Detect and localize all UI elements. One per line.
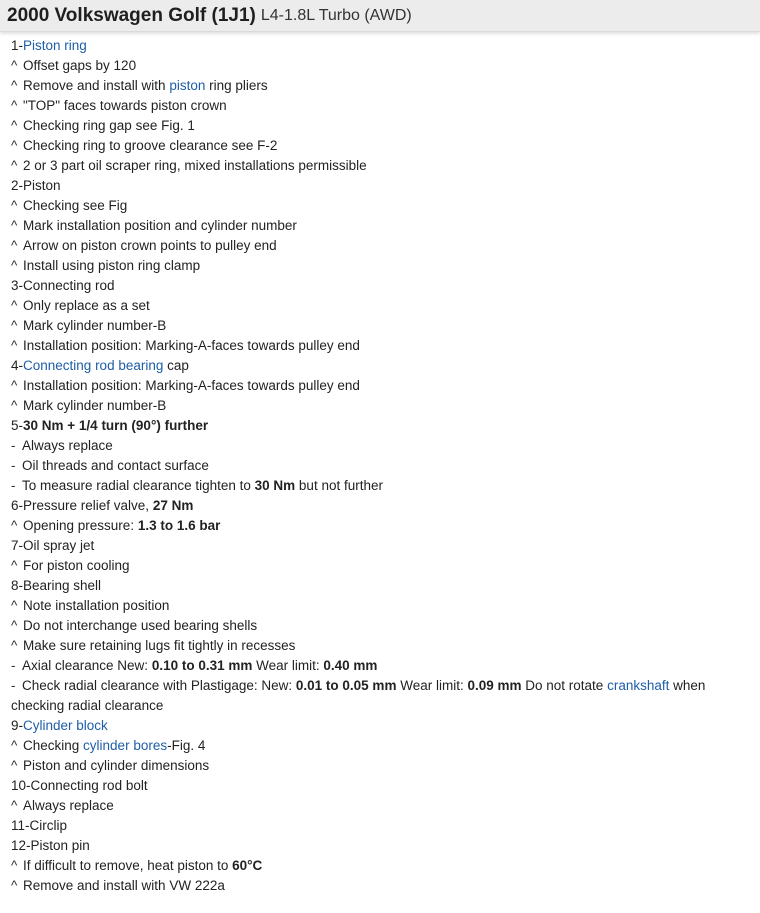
text-segment: ring pliers [205, 78, 268, 93]
procedure-note [7, 676, 756, 716]
text-segment: Axial clearance New: [22, 658, 152, 673]
caret-marker-icon: ^ [11, 798, 18, 813]
procedure-note [7, 876, 760, 896]
caret-marker-icon: ^ [11, 138, 18, 153]
dash-marker-icon: - [11, 658, 16, 673]
procedure-note [7, 116, 760, 136]
text-segment: 1- [11, 38, 24, 53]
procedure-note [7, 476, 760, 496]
text-segment: 7-Oil spray jet [11, 538, 95, 553]
reference-link[interactable]: Piston ring [23, 38, 87, 53]
text-segment: 12-Piston pin [11, 838, 90, 853]
spec-value: 60°C [232, 858, 263, 873]
component-item [7, 836, 760, 856]
procedure-note [7, 156, 760, 176]
text-segment: Always replace [23, 798, 114, 813]
spec-value: 30 Nm + 1/4 turn (90°) further [23, 418, 209, 433]
text-segment: 5- [11, 418, 24, 433]
text-segment: Checking ring to groove clearance see F-2 [23, 138, 278, 153]
text-segment: To measure radial clearance tighten to [22, 478, 255, 493]
reference-link[interactable]: Connecting rod bearing [23, 358, 164, 373]
procedure-note [7, 256, 760, 276]
caret-marker-icon: ^ [11, 298, 18, 313]
caret-marker-icon: ^ [11, 158, 18, 173]
component-item [7, 356, 760, 376]
spec-value: 0.09 mm [467, 678, 522, 693]
component-item [7, 276, 760, 296]
text-segment: If difficult to remove, heat piston to [23, 858, 233, 873]
vehicle-title: 2000 Volkswagen Golf (1J1) [7, 4, 256, 26]
text-segment: Note installation position [23, 598, 170, 613]
procedure-note [7, 236, 760, 256]
text-segment: 11-Circlip [11, 818, 68, 833]
dash-marker-icon: - [11, 458, 16, 473]
text-segment: 10-Connecting rod bolt [11, 778, 148, 793]
procedure-note [7, 196, 760, 216]
caret-marker-icon: ^ [11, 378, 18, 393]
text-segment: 2 or 3 part oil scraper ring, mixed installations permissible [23, 158, 367, 173]
caret-marker-icon: ^ [11, 758, 18, 773]
caret-marker-icon: ^ [11, 58, 18, 73]
text-segment: Piston and cylinder dimensions [23, 758, 210, 773]
text-segment: Mark cylinder number-B [23, 398, 167, 413]
text-segment: Installation position: Marking-A-faces towards pulley end [23, 378, 360, 393]
component-item [7, 816, 760, 836]
text-segment: Mark installation position and cylinder number [23, 218, 297, 233]
procedure-note [7, 616, 760, 636]
procedure-note [7, 596, 760, 616]
procedure-content [0, 32, 760, 896]
spec-value: 27 Nm [152, 498, 194, 513]
procedure-note [7, 516, 760, 536]
procedure-note [7, 656, 760, 676]
text-segment: 8-Bearing shell [11, 578, 102, 593]
procedure-note [7, 76, 760, 96]
component-item [7, 416, 760, 436]
procedure-note [7, 396, 760, 416]
procedure-note [7, 336, 760, 356]
text-segment: Checking see Fig [23, 198, 128, 213]
text-segment: Wear limit: [396, 678, 468, 693]
procedure-note [7, 456, 760, 476]
reference-link[interactable]: piston [169, 78, 206, 93]
procedure-note [7, 136, 760, 156]
spec-value: 0.01 to 0.05 mm [295, 678, 397, 693]
caret-marker-icon: ^ [11, 218, 18, 233]
component-item [7, 776, 760, 796]
component-item [7, 36, 760, 56]
text-segment: Make sure retaining lugs fit tightly in recesses [23, 638, 296, 653]
text-segment: Checking [23, 738, 84, 753]
caret-marker-icon: ^ [11, 258, 18, 273]
text-segment: Arrow on piston crown points to pulley end [23, 238, 277, 253]
engine-subtitle: L4-1.8L Turbo (AWD) [260, 6, 412, 24]
caret-marker-icon: ^ [11, 398, 18, 413]
component-item [7, 496, 760, 516]
text-segment: Mark cylinder number-B [23, 318, 167, 333]
text-segment: Remove and install with [23, 78, 170, 93]
procedure-note [7, 296, 760, 316]
reference-link[interactable]: cylinder bores [83, 738, 168, 753]
text-segment: but not further [295, 478, 383, 493]
text-segment: Checking ring gap see Fig. 1 [23, 118, 195, 133]
text-segment: 6-Pressure relief valve, [11, 498, 153, 513]
caret-marker-icon: ^ [11, 858, 18, 873]
component-item [7, 576, 760, 596]
text-segment: 2-Piston [11, 178, 61, 193]
text-segment: 3-Connecting rod [11, 278, 115, 293]
caret-marker-icon: ^ [11, 878, 18, 893]
text-segment: Always replace [22, 438, 113, 453]
procedure-note [7, 796, 760, 816]
procedure-note [7, 316, 760, 336]
text-segment: For piston cooling [23, 558, 130, 573]
caret-marker-icon: ^ [11, 98, 18, 113]
caret-marker-icon: ^ [11, 618, 18, 633]
spec-value: 30 Nm [254, 478, 296, 493]
procedure-note [7, 96, 760, 116]
page-header [0, 0, 760, 32]
text-segment: Do not interchange used bearing shells [23, 618, 258, 633]
reference-link[interactable]: Cylinder block [23, 718, 108, 733]
text-segment: 4- [11, 358, 24, 373]
caret-marker-icon: ^ [11, 118, 18, 133]
procedure-note [7, 216, 760, 236]
procedure-note [7, 636, 760, 656]
text-segment: "TOP" faces towards piston crown [23, 98, 227, 113]
text-segment: Install using piston ring clamp [23, 258, 201, 273]
text-segment: Remove and install with VW 222a [23, 878, 225, 893]
procedure-note [7, 856, 760, 876]
spec-value: 1.3 to 1.6 bar [137, 518, 221, 533]
caret-marker-icon: ^ [11, 318, 18, 333]
text-segment: Installation position: Marking-A-faces towards pulley end [23, 338, 360, 353]
text-segment: Opening pressure: [23, 518, 138, 533]
procedure-note [7, 56, 760, 76]
reference-link[interactable]: crankshaft [607, 678, 670, 693]
dash-marker-icon: - [11, 438, 16, 453]
dash-marker-icon: - [11, 678, 16, 693]
caret-marker-icon: ^ [11, 198, 18, 213]
caret-marker-icon: ^ [11, 338, 18, 353]
caret-marker-icon: ^ [11, 738, 18, 753]
component-item [7, 176, 760, 196]
spec-value: 0.10 to 0.31 mm [151, 658, 253, 673]
procedure-note [7, 756, 760, 776]
text-segment: Wear limit: [252, 658, 324, 673]
spec-value: 0.40 mm [323, 658, 378, 673]
text-segment: Do not rotate [521, 678, 608, 693]
text-segment: when checking radial clearance [11, 678, 706, 713]
text-segment: Offset gaps by 120 [23, 58, 137, 73]
caret-marker-icon: ^ [11, 598, 18, 613]
text-segment: 9- [11, 718, 24, 733]
caret-marker-icon: ^ [11, 238, 18, 253]
text-segment: Only replace as a set [23, 298, 150, 313]
procedure-note [7, 736, 760, 756]
procedure-note [7, 436, 760, 456]
dash-marker-icon: - [11, 478, 16, 493]
text-segment: cap [163, 358, 189, 373]
caret-marker-icon: ^ [11, 78, 18, 93]
caret-marker-icon: ^ [11, 638, 18, 653]
procedure-note [7, 376, 760, 396]
component-item [7, 536, 760, 556]
text-segment: -Fig. 4 [167, 738, 206, 753]
component-item [7, 716, 760, 736]
caret-marker-icon: ^ [11, 518, 18, 533]
procedure-note [7, 556, 760, 576]
text-segment: Check radial clearance with Plastigage: New: [22, 678, 296, 693]
caret-marker-icon: ^ [11, 558, 18, 573]
text-segment: Oil threads and contact surface [22, 458, 209, 473]
